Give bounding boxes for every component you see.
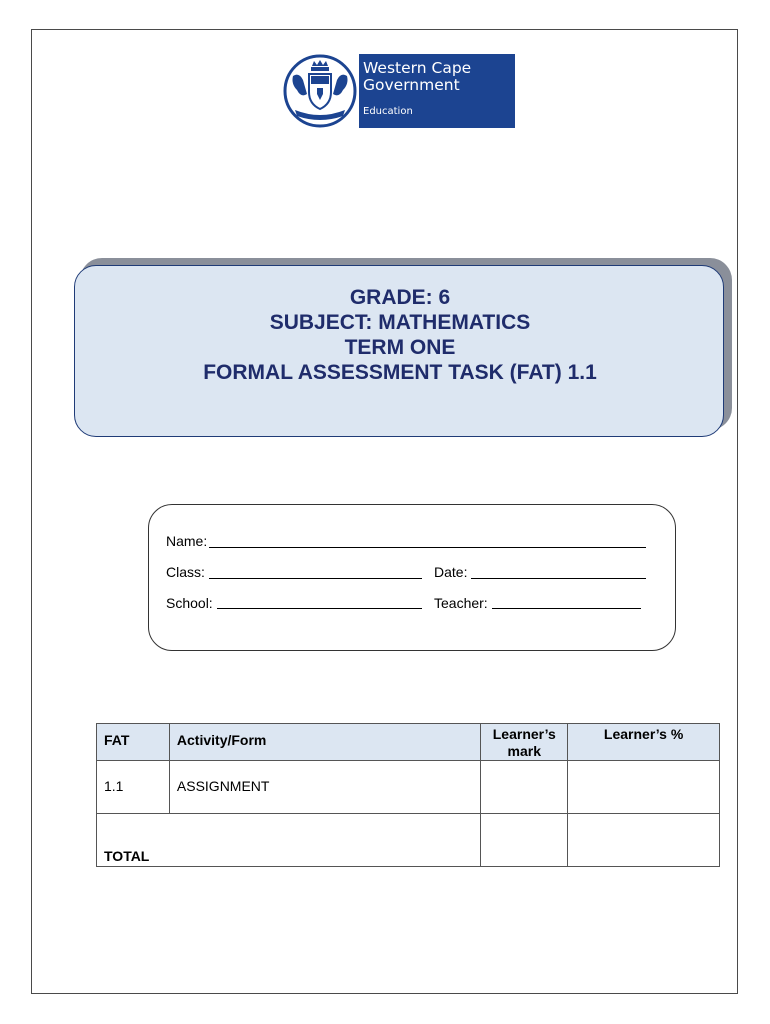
grade-heading: GRADE: 6 xyxy=(349,286,451,309)
term-heading: TERM ONE xyxy=(344,336,456,359)
total-label: TOTAL xyxy=(104,848,150,864)
western-cape-government-logo xyxy=(281,54,515,128)
name-field[interactable] xyxy=(209,547,646,548)
activity-cell: ASSIGNMENT xyxy=(169,761,480,814)
task-heading: FORMAL ASSESSMENT TASK (FAT) 1.1 xyxy=(203,361,597,384)
header-cell-learner-percent: Learner’s % xyxy=(568,724,720,761)
class-field[interactable] xyxy=(209,578,422,579)
total-row xyxy=(97,814,720,867)
date-label: Date: xyxy=(434,564,468,580)
table-header-row xyxy=(97,724,720,761)
logo-subtitle: Education xyxy=(363,106,413,117)
total-mark-cell[interactable] xyxy=(481,814,568,867)
school-field[interactable] xyxy=(217,608,422,609)
learner-info-box xyxy=(148,504,676,651)
title-text xyxy=(75,285,725,385)
header-cell-fat: FAT xyxy=(97,724,170,761)
learner-mark-cell[interactable] xyxy=(481,761,568,814)
teacher-label: Teacher: xyxy=(434,595,488,611)
school-label: School: xyxy=(166,595,213,611)
logo-line-1: Western Cape xyxy=(363,59,472,77)
name-label: Name: xyxy=(166,533,208,549)
header-cell-learner-mark: Learner’s mark xyxy=(481,724,568,761)
title-box xyxy=(74,265,724,437)
coat-of-arms-icon xyxy=(281,54,359,128)
total-label-cell xyxy=(97,814,481,867)
subject-heading: SUBJECT: MATHEMATICS xyxy=(269,311,531,334)
date-field[interactable] xyxy=(471,578,646,579)
logo-line-2: Government xyxy=(363,76,460,94)
class-label: Class: xyxy=(166,564,205,580)
header-cell-activity: Activity/Form xyxy=(169,724,480,761)
total-percent-cell[interactable] xyxy=(568,814,720,867)
marks-table xyxy=(96,723,720,867)
learner-percent-cell[interactable] xyxy=(568,761,720,814)
table-row xyxy=(97,761,720,814)
fat-cell: 1.1 xyxy=(97,761,170,814)
teacher-field[interactable] xyxy=(492,608,641,609)
